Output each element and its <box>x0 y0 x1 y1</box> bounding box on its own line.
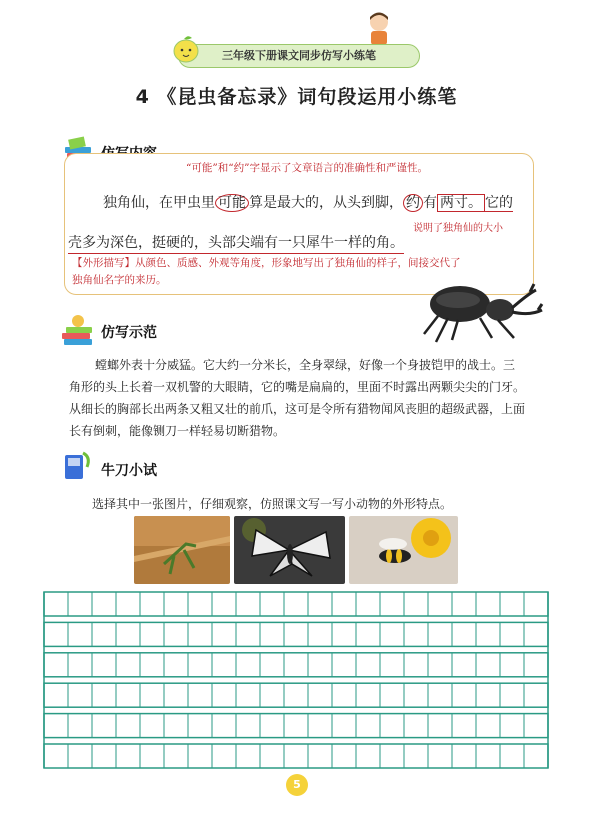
note-line-1: 【外形描写】从颜色、质感、外观等角度，形象地写出了独角仙的样子，间接交代了 <box>72 257 461 269</box>
text-line-2: 壳多为深色，挺硬的，头部尖端有一只犀牛一样的角。 <box>68 232 404 254</box>
paragraph-line: 螳螂外表十分威猛。它大约一分米长，全身翠绿，好像一个身披铠甲的战士。三 <box>95 358 516 372</box>
book-stack-icon <box>59 449 95 487</box>
circled-word-keneng: 可能 <box>215 194 249 212</box>
grid-row[interactable] <box>44 683 548 707</box>
grid-row[interactable] <box>44 714 548 738</box>
boxed-word-liangcun: 两寸。 <box>437 194 485 212</box>
paragraph-line: 从细长的胸部长出两条又粗又壮的前爪，这可是令所有猎物闻风丧胆的超级武器，上面 <box>69 402 526 416</box>
book-stack-icon <box>58 313 96 351</box>
page-number: 5 <box>286 774 308 796</box>
section-heading-example: 仿写示范 <box>101 325 157 341</box>
grid-row[interactable] <box>44 744 548 768</box>
lemon-mascot-icon <box>172 34 200 64</box>
annotation-top: “可能”和“约”字显示了文章语言的准确性和严谨性。 <box>186 162 428 174</box>
underlined-segment: 它的 <box>485 195 513 211</box>
butterfly-photo[interactable] <box>234 516 345 584</box>
circled-word-yue: 约 <box>403 194 423 212</box>
note-line-2: 独角仙名字的来历。 <box>72 274 167 286</box>
mantis-photo[interactable] <box>134 516 230 584</box>
example-paragraph <box>69 354 525 442</box>
paragraph-line: 角形的头上长着一双机警的大眼睛，它的嘴是扁扁的，里面不时露出两颗尖尖的门牙。 <box>69 380 526 394</box>
text-segment: 算是最大的，从头到脚， <box>249 195 403 211</box>
text-segment: 有 <box>423 195 437 211</box>
grid-row[interactable] <box>44 622 548 646</box>
beetle-illustration <box>418 276 548 350</box>
page-title: 4 《昆虫备忘录》词句段运用小练笔 <box>135 86 458 108</box>
grid-row[interactable] <box>44 592 548 616</box>
text-line-1 <box>103 192 513 212</box>
annotation-right: 说明了独角仙的大小 <box>413 223 503 234</box>
hoverfly-photo[interactable] <box>349 516 458 584</box>
header-banner: 三年级下册课文同步仿写小练笔 <box>178 44 420 68</box>
writing-grid[interactable] <box>43 591 551 773</box>
paragraph-line: 长有倒刺，能像铡刀一样轻易切断猎物。 <box>69 424 286 438</box>
text-segment: 独角仙，在甲虫里 <box>103 195 215 211</box>
practice-instruction: 选择其中一张图片，仔细观察，仿照课文写一写小动物的外形特点。 <box>92 497 453 511</box>
section-heading-practice: 牛刀小试 <box>101 463 157 479</box>
grid-row[interactable] <box>44 653 548 677</box>
